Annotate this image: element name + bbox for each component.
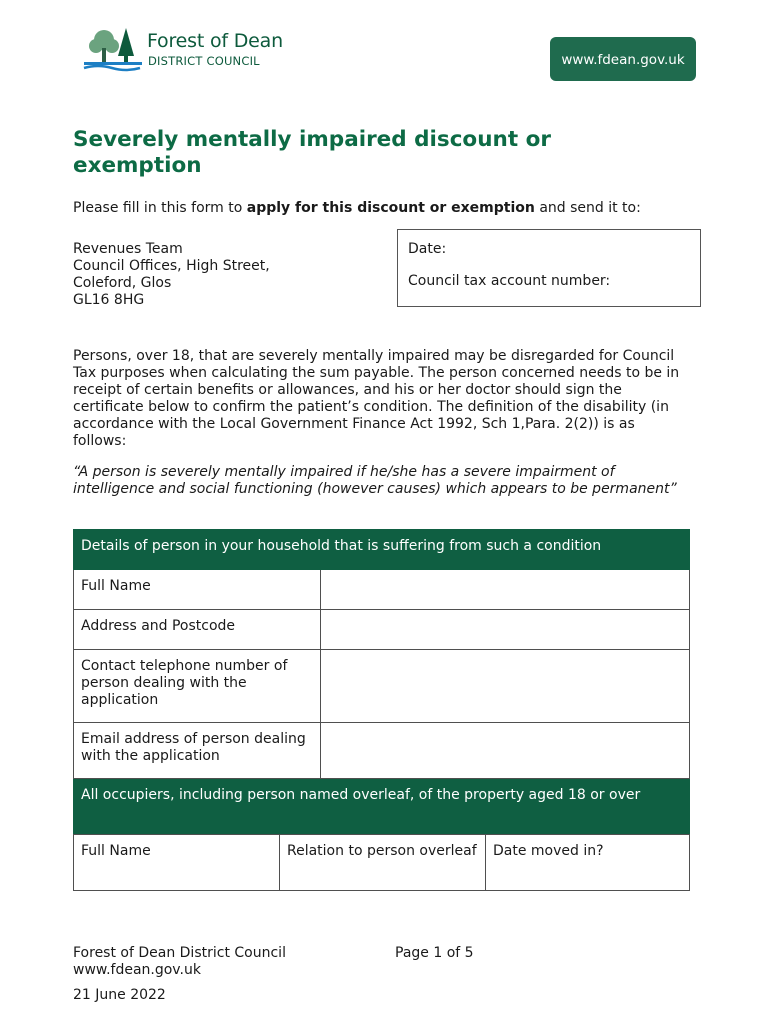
logo-subtitle: DISTRICT COUNCIL [148,54,260,68]
definition-quote: “A person is severely mentally impaired if he/she has a severe impairment of intelligence and social functioning (however causes) which appears to be permanent” [73,464,677,497]
body-text: Persons, over 18, that are severely mentally impaired may be disregarded for Council Tax purposes when calculating the sum payable. The person concerned needs to be in receipt of certain benefits or allowances, and his or her doctor should sign the certificate below to confirm the patient’s condition. The definition of the disability (in accordance with the Local Government Finance Act 1992, Sch 1,Para. 2(2)) is as follows: [73,348,680,449]
website-link[interactable]: www.fdean.gov.uk [550,37,696,81]
table-row-label: Full Name [74,570,321,610]
address-field[interactable] [321,610,690,650]
column-header: Relation to person overleaf [280,835,486,891]
telephone-field[interactable] [321,650,690,723]
footer-date: 21 June 2022 [73,987,166,1003]
table-header: All occupiers, including person named overleaf, of the property aged 18 or over [74,779,690,835]
table-row-label: Email address of person dealing with the application [74,723,321,779]
account-number-label: Council tax account number: [408,273,611,289]
footer-org: Forest of Dean District Council www.fdean.gov.uk [73,945,286,978]
office-use-box [397,229,701,307]
full-name-field[interactable] [321,570,690,610]
page-title: Severely mentally impaired discount or exemption [73,127,551,178]
email-field[interactable] [321,723,690,779]
person-details-table [73,529,690,835]
logo-name: Forest of Dean [147,30,283,52]
intro-text: Please fill in this form to apply for this discount or exemption and send it to: [73,200,641,216]
table-row-label: Address and Postcode [74,610,321,650]
return-address: Revenues Team Council Offices, High Street, Coleford, Glos GL16 8HG [73,241,270,308]
table-row-label: Contact telephone number of person dealing with the application [74,650,321,723]
date-label: Date: [408,241,447,257]
occupiers-table [73,834,690,891]
page-number: Page 1 of 5 [395,945,474,961]
column-header: Full Name [74,835,280,891]
column-header: Date moved in? [486,835,690,891]
table-header: Details of person in your household that is suffering from such a condition [74,530,690,570]
